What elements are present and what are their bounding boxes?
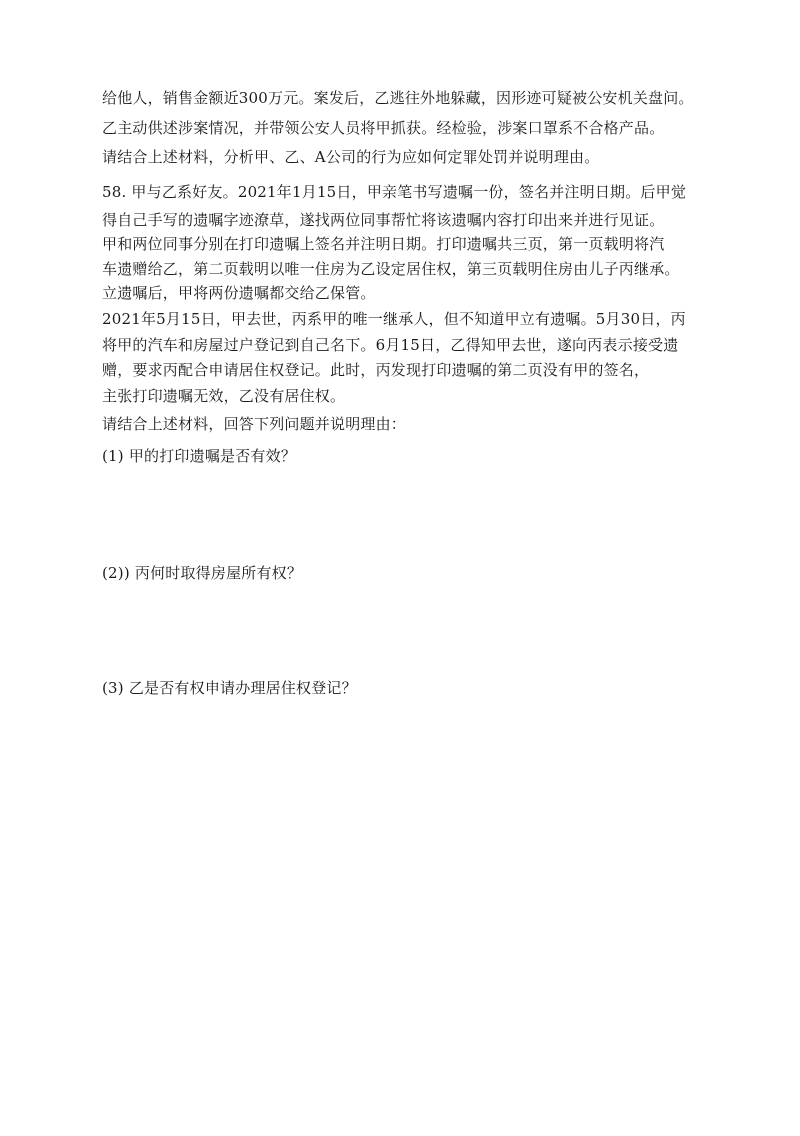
q58-line-3: 甲和两位同事分别在打印遗嘱上签名并注明日期。打印遗嘱共三页，第一页载明将汽 (102, 235, 665, 253)
q58-line-10: 请结合上述材料，回答下列问题并说明理由： (102, 415, 407, 433)
q58-line-4: 车遗赠给乙，第二页载明以唯一住房为乙设定居住权，第三页载明住房由儿子丙继承。 (102, 260, 680, 278)
prev-question-line-2: 乙主动供述涉案情况，并带领公安人员将甲抓获。经检验，涉案口罩系不合格产品。 (102, 119, 665, 137)
q58-line-2: 得自己手写的遗嘱字迹潦草，遂找两位同事帮忙将该遗嘱内容打印出来并进行见证。 (102, 211, 665, 229)
q58-sub-question-3: (3) 乙是否有权申请办理居住权登记？ (102, 679, 357, 697)
q58-line-7: 将甲的汽车和房屋过户登记到自己名下。6月15日，乙得知甲去世，遂向丙表示接受遗 (102, 336, 679, 354)
q58-line-8: 赠，要求丙配合申请居住权登记。此时，丙发现打印遗嘱的第二页没有甲的签名， (102, 361, 650, 379)
prev-question-line-1: 给他人，销售金额近300万元。案发后，乙逃往外地躲藏，因形迹可疑被公安机关盘问。 (102, 89, 694, 107)
q58-line-6: 2021年5月15日，甲去世，丙系甲的唯一继承人，但不知道甲立有遗嘱。5月30日，丙 (102, 310, 686, 328)
q58-sub-question-2: (2)) 丙何时取得房屋所有权？ (102, 564, 303, 582)
q58-line-1: 58. 甲与乙系好友。2021年1月15日，甲亲笔书写遗嘱一份，签名并注明日期。后甲觉 (102, 183, 687, 201)
q58-line-5: 立遗嘱后，甲将两份遗嘱都交给乙保管。 (102, 284, 376, 302)
prev-question-line-3: 请结合上述材料，分析甲、乙、A公司的行为应如何定罪处罚并说明理由。 (102, 148, 600, 166)
q58-sub-question-1: (1) 甲的打印遗嘱是否有效？ (102, 447, 297, 465)
q58-line-9: 主张打印遗嘱无效，乙没有居住权。 (102, 387, 346, 405)
